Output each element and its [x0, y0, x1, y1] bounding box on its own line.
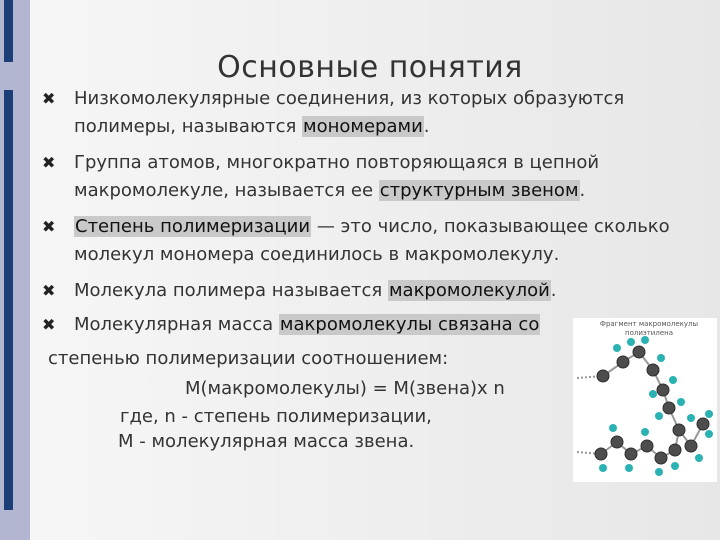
molecule-drawing [573, 318, 717, 482]
polyethylene-molecule-image [573, 318, 717, 482]
bullet-x-icon: ✖ [42, 315, 56, 334]
term-highlight: макромолекулы связана со [279, 314, 540, 335]
image-caption: Фрагмент макромолекулы полиэтилена [599, 320, 699, 337]
left-decor-band [0, 0, 30, 540]
continuation-text: степенью полимеризации соотношением: [48, 348, 449, 369]
term-highlight: структурным звеном [379, 180, 579, 201]
bullet-line: Молекула полимера называется макромолекулой. [74, 280, 557, 301]
bullet-x-icon: ✖ [42, 281, 56, 300]
bullet-x-icon: ✖ [42, 217, 56, 236]
bullet-x-icon: ✖ [42, 89, 56, 108]
bullet-line: Группа атомов, многократно повторяющаяся в цепной [74, 152, 600, 173]
term-highlight: Степень полимеризации [75, 216, 311, 237]
bullet-line: полимеры, называются мономерами. [74, 116, 430, 137]
accent-bar [4, 90, 13, 510]
where-line: где, n - степень полимеризации, [120, 406, 432, 427]
term-highlight: мономерами [303, 116, 423, 137]
bullet-line: Низкомолекулярные соединения, из которых образуются [74, 88, 625, 109]
where-line: М - молекулярная масса звена. [118, 431, 415, 452]
page-title: Основные понятия [217, 50, 523, 85]
bullet-x-icon: ✖ [42, 153, 56, 172]
accent-bar [4, 0, 13, 62]
bullet-line: Молекулярная масса макромолекулы связана со [74, 314, 540, 335]
formula: М(макромолекулы) = М(звена)х n [185, 378, 505, 399]
term-highlight: макромолекулой [388, 280, 550, 301]
bullet-line: макромолекуле, называется ее структурным звеном. [74, 180, 586, 201]
bullet-line: Степень полимеризации — это число, показывающее сколько [75, 216, 670, 237]
bullet-line: молекул мономера соединилось в макромолекулу. [74, 244, 560, 265]
